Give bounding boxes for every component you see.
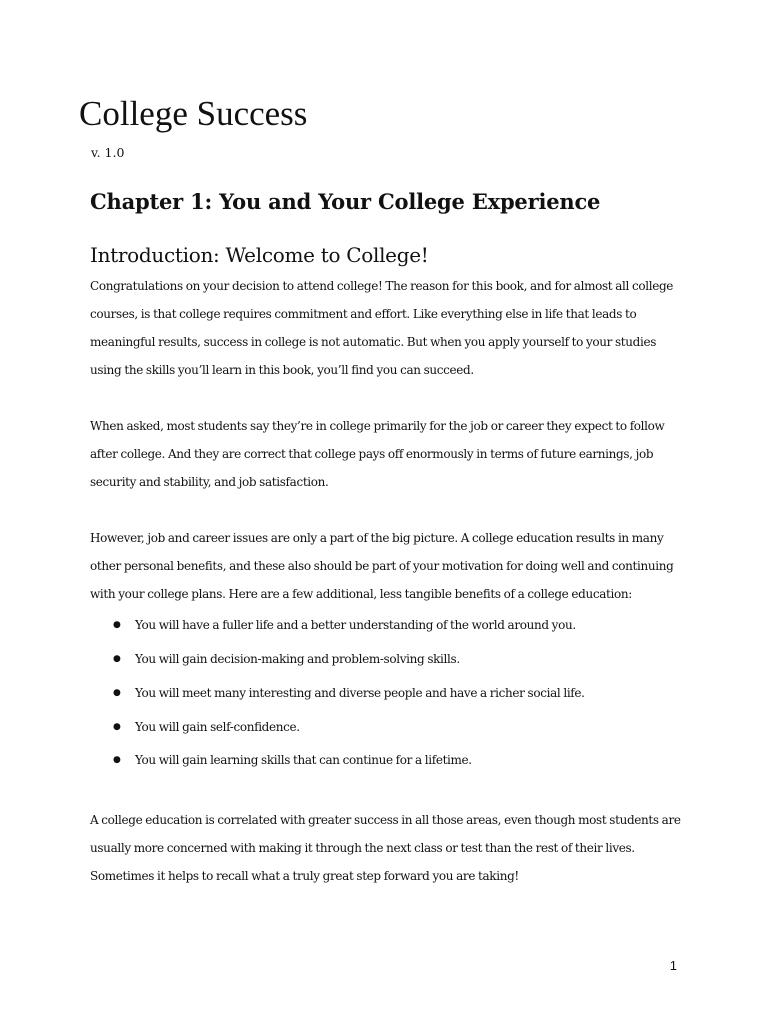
bullet-icon: ●: [113, 755, 121, 765]
benefit-text: You will have a fuller life and a better understanding of the world around you.: [135, 618, 576, 632]
page-number: 1: [669, 958, 677, 973]
paragraph-congratulations: Congratulations on your decision to attend college! The reason for this book, and for almost all college courses, is that college requires commitment and effort. Like everything else in life that leads to meaningful results, success in college is not automatic. But when you apply yourself to your studies using the skills you’ll learn in this book, you’ll find you can succeed.: [90, 279, 674, 377]
paragraph-career-reasons: When asked, most students say they’re in college primarily for the job or career they expect to follow after college. And they are correct that college pays off enormously in terms of future earnings, job security and stability, and job satisfaction.: [90, 419, 665, 489]
section-title: Introduction: Welcome to College!: [90, 243, 429, 267]
benefit-text: You will gain decision-making and problem-solving skills.: [135, 652, 460, 666]
document-title: College Success: [79, 94, 308, 133]
paragraph-personal-benefits: However, job and career issues are only a part of the big picture. A college education results in many other personal benefits, and these also should be part of your motivation for doing well and continuing with your college plans. Here are a few additional, less tangible benefits of a college education:: [90, 531, 674, 601]
document-version: v. 1.0: [91, 145, 125, 160]
bullet-icon: ●: [113, 620, 121, 630]
bullet-icon: ●: [113, 722, 121, 732]
benefit-text: You will gain self-confidence.: [135, 720, 300, 734]
chapter-title: Chapter 1: You and Your College Experience: [90, 189, 601, 214]
benefit-text: You will gain learning skills that can continue for a lifetime.: [135, 753, 472, 767]
benefit-text: You will meet many interesting and diverse people and have a richer social life.: [135, 686, 585, 700]
bullet-icon: ●: [113, 654, 121, 664]
bullet-icon: ●: [113, 688, 121, 698]
paragraph-success-correlation: A college education is correlated with greater success in all those areas, even though most students are usually more concerned with making it through the next class or test than the rest of their lives. Sometimes it helps to recall what a truly great step forward you are taking!: [90, 813, 681, 883]
